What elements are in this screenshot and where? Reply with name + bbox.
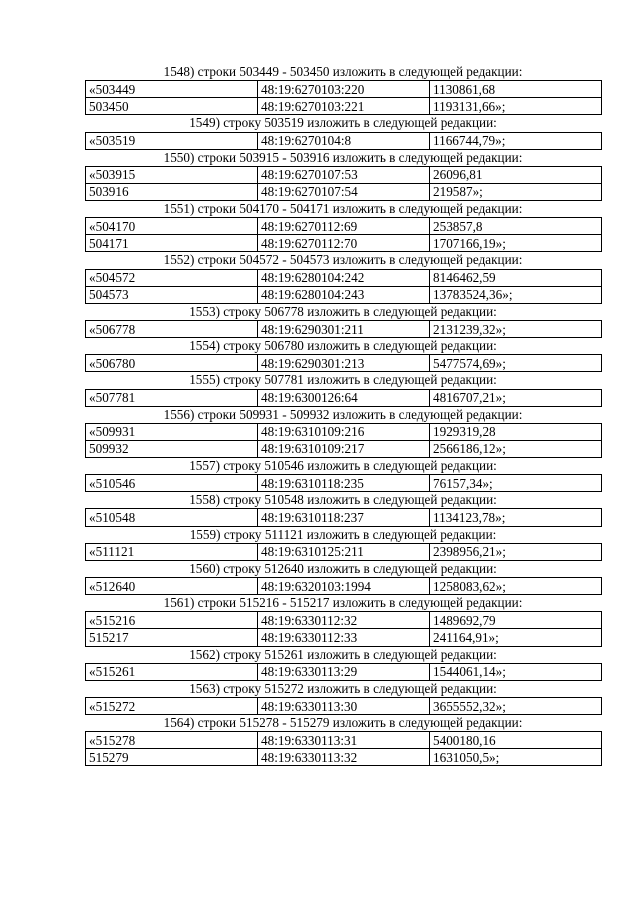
value-cell: 1489692,79 (430, 612, 602, 629)
amendment-table (85, 611, 602, 646)
table-row (86, 355, 602, 372)
amendment-table (85, 269, 602, 304)
table-row (86, 269, 602, 286)
cadastral-number-cell: 48:19:6310118:235 (258, 475, 430, 492)
row-number-cell: 504171 (86, 235, 258, 252)
value-cell: 4816707,21»; (430, 389, 602, 406)
amendment-heading: 1560) строку 512640 изложить в следующей редакции: (189, 560, 497, 576)
table-row (86, 98, 602, 115)
document-body (85, 64, 601, 766)
value-cell: 2398956,21»; (430, 543, 602, 560)
amendment-heading: 1557) строку 510546 изложить в следующей редакции: (189, 458, 497, 473)
row-number-cell: «512640 (86, 578, 258, 595)
cadastral-number-cell: 48:19:6280104:243 (258, 286, 430, 303)
row-number-cell: «510546 (86, 475, 258, 492)
amendment-heading: 1554) строку 506780 изложить в следующей редакции: (189, 338, 497, 354)
cadastral-number-cell: 48:19:6310109:217 (258, 440, 430, 457)
row-number-cell: 515279 (86, 749, 258, 766)
amendment-table (85, 80, 602, 115)
cadastral-number-cell: 48:19:6270103:221 (258, 98, 430, 115)
row-number-cell: «515272 (86, 697, 258, 714)
amendment-heading: 1563) строку 515272 изложить в следующей редакции: (189, 680, 497, 696)
cadastral-number-cell: 48:19:6290301:211 (258, 320, 430, 337)
amendment-heading: 1550) строки 503915 - 503916 изложить в следующей редакции: (163, 149, 523, 165)
table-row (86, 218, 602, 235)
row-number-cell: «511121 (86, 543, 258, 560)
amendment-table (85, 663, 602, 681)
table-row (86, 629, 602, 646)
table-row (86, 543, 602, 560)
table-row (86, 475, 602, 492)
table-row (86, 286, 602, 303)
amendment-heading: 1549) строку 503519 изложить в следующей редакции: (189, 115, 497, 131)
table-row (86, 732, 602, 749)
amendment-table (85, 697, 602, 715)
cadastral-number-cell: 48:19:6330113:32 (258, 749, 430, 766)
row-number-cell: «509931 (86, 423, 258, 440)
amendment-table (85, 354, 602, 372)
amendment-heading: 1558) строку 510548 изложить в следующей редакции: (189, 492, 497, 508)
value-cell: 219587»; (430, 183, 602, 200)
value-cell: 2566186,12»; (430, 440, 602, 457)
value-cell: 5477574,69»; (430, 355, 602, 372)
table-row (86, 183, 602, 200)
row-number-cell: «515278 (86, 732, 258, 749)
row-number-cell: «510548 (86, 509, 258, 526)
amendment-heading: 1553) строку 506778 изложить в следующей редакции: (189, 303, 497, 319)
value-cell: 1193131,66»; (430, 98, 602, 115)
amendment-heading: 1559) строку 511121 изложить в следующей редакции: (189, 526, 497, 542)
cadastral-number-cell: 48:19:6330112:33 (258, 629, 430, 646)
value-cell: 1707166,19»; (430, 235, 602, 252)
amendment-table (85, 474, 602, 492)
cadastral-number-cell: 48:19:6330113:30 (258, 697, 430, 714)
amendment-table (85, 731, 602, 766)
table-row (86, 166, 602, 183)
row-number-cell: 509932 (86, 440, 258, 457)
amendment-heading: 1562) строку 515261 изложить в следующей редакции: (189, 646, 497, 662)
cadastral-number-cell: 48:19:6310118:237 (258, 509, 430, 526)
row-number-cell: 503916 (86, 183, 258, 200)
value-cell: 8146462,59 (430, 269, 602, 286)
row-number-cell: «503915 (86, 166, 258, 183)
amendment-table (85, 577, 602, 595)
amendment-heading: 1552) строки 504572 - 504573 изложить в следующей редакции: (163, 252, 523, 268)
cadastral-number-cell: 48:19:6270104:8 (258, 132, 430, 149)
amendment-table (85, 389, 602, 407)
row-number-cell: 503450 (86, 98, 258, 115)
cadastral-number-cell: 48:19:6280104:242 (258, 269, 430, 286)
row-number-cell: 515217 (86, 629, 258, 646)
value-cell: 1134123,78»; (430, 509, 602, 526)
cadastral-number-cell: 48:19:6270112:70 (258, 235, 430, 252)
cadastral-number-cell: 48:19:6330113:31 (258, 732, 430, 749)
table-row (86, 663, 602, 680)
cadastral-number-cell: 48:19:6300126:64 (258, 389, 430, 406)
amendment-heading: 1551) строки 504170 - 504171 изложить в следующей редакции: (163, 201, 523, 217)
value-cell: 1544061,14»; (430, 663, 602, 680)
row-number-cell: «504170 (86, 218, 258, 235)
table-row (86, 423, 602, 440)
amendment-table (85, 508, 602, 526)
value-cell: 241164,91»; (430, 629, 602, 646)
table-row (86, 320, 602, 337)
cadastral-number-cell: 48:19:6270112:69 (258, 218, 430, 235)
amendment-heading: 1555) строку 507781 изложить в следующей редакции: (189, 372, 497, 388)
row-number-cell: «515216 (86, 612, 258, 629)
cadastral-number-cell: 48:19:6330113:29 (258, 663, 430, 680)
value-cell: 3655552,32»; (430, 697, 602, 714)
row-number-cell: «504572 (86, 269, 258, 286)
amendment-table (85, 217, 602, 252)
amendment-table (85, 166, 602, 201)
table-row (86, 578, 602, 595)
amendment-heading: 1561) строки 515216 - 515217 изложить в следующей редакции: (163, 595, 523, 611)
cadastral-number-cell: 48:19:6270103:220 (258, 81, 430, 98)
row-number-cell: «515261 (86, 663, 258, 680)
table-row (86, 509, 602, 526)
value-cell: 5400180,16 (430, 732, 602, 749)
amendment-table (85, 320, 602, 338)
value-cell: 1631050,5»; (430, 749, 602, 766)
table-row (86, 697, 602, 714)
value-cell: 1929319,28 (430, 423, 602, 440)
cadastral-number-cell: 48:19:6270107:54 (258, 183, 430, 200)
cadastral-number-cell: 48:19:6330112:32 (258, 612, 430, 629)
table-row (86, 440, 602, 457)
row-number-cell: «506778 (86, 320, 258, 337)
row-number-cell: «503519 (86, 132, 258, 149)
value-cell: 1130861,68 (430, 81, 602, 98)
amendment-table (85, 423, 602, 458)
table-row (86, 749, 602, 766)
cadastral-number-cell: 48:19:6310125:211 (258, 543, 430, 560)
cadastral-number-cell: 48:19:6320103:1994 (258, 578, 430, 595)
row-number-cell: «503449 (86, 81, 258, 98)
amendment-heading: 1548) строки 503449 - 503450 изложить в следующей редакции: (163, 64, 523, 79)
table-row (86, 81, 602, 98)
value-cell: 1166744,79»; (430, 132, 602, 149)
amendment-table (85, 132, 602, 150)
cadastral-number-cell: 48:19:6290301:213 (258, 355, 430, 372)
value-cell: 26096,81 (430, 166, 602, 183)
amendment-heading: 1564) строки 515278 - 515279 изложить в следующей редакции: (163, 715, 523, 731)
value-cell: 1258083,62»; (430, 578, 602, 595)
value-cell: 253857,8 (430, 218, 602, 235)
cadastral-number-cell: 48:19:6270107:53 (258, 166, 430, 183)
row-number-cell: 504573 (86, 286, 258, 303)
amendment-table (85, 543, 602, 561)
amendment-heading: 1556) строки 509931 - 509932 изложить в следующей редакции: (163, 406, 523, 422)
table-row (86, 612, 602, 629)
table-row (86, 235, 602, 252)
row-number-cell: «507781 (86, 389, 258, 406)
value-cell: 76157,34»; (430, 475, 602, 492)
cadastral-number-cell: 48:19:6310109:216 (258, 423, 430, 440)
value-cell: 13783524,36»; (430, 286, 602, 303)
value-cell: 2131239,32»; (430, 320, 602, 337)
row-number-cell: «506780 (86, 355, 258, 372)
table-row (86, 132, 602, 149)
table-row (86, 389, 602, 406)
